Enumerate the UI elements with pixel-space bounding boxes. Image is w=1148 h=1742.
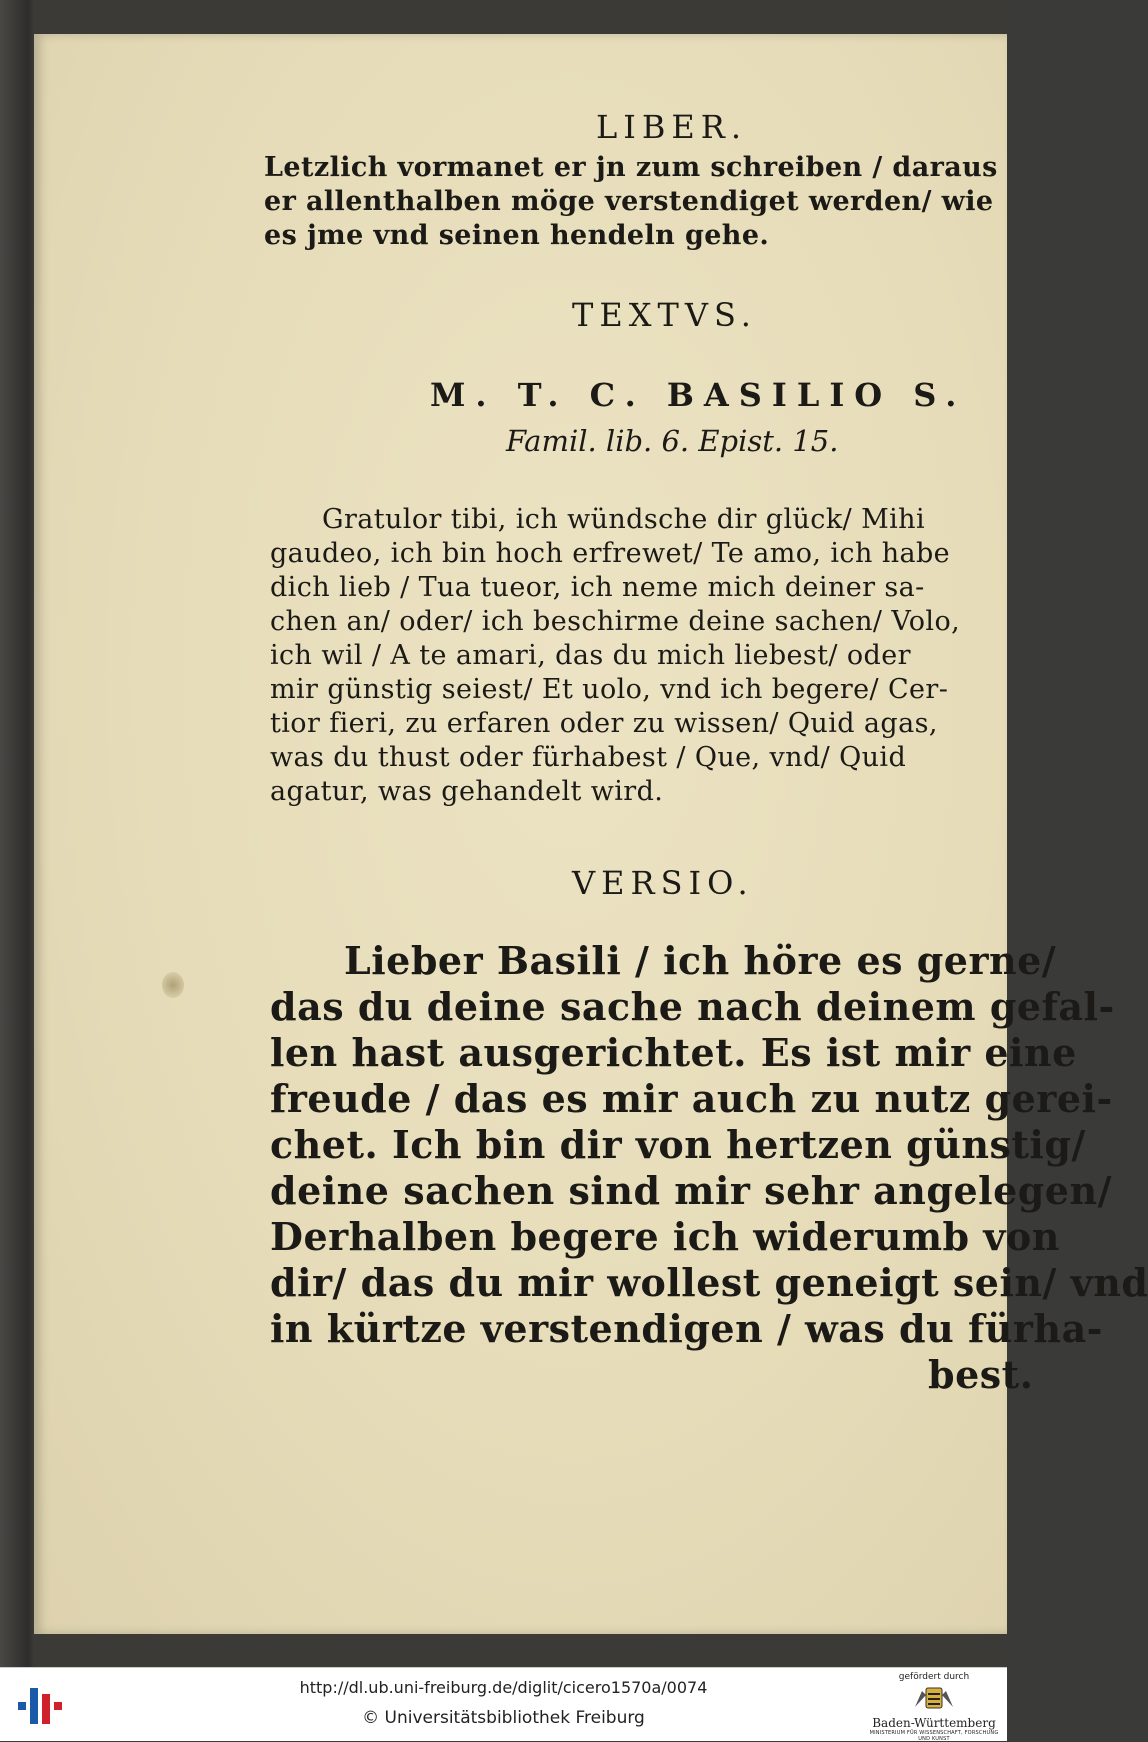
sponsor-badge[interactable]	[864, 1672, 1004, 1740]
versio-line-5: chet. Ich bin dir von hertzen günstig/	[270, 1122, 1086, 1167]
textus-heading: TEXTVS.	[572, 296, 757, 334]
viewer-footer	[0, 1667, 1007, 1741]
versio-line-9: in kürtze verstendigen / was du fürha-	[270, 1306, 1103, 1351]
intro-line-1: Letzlich vormanet er jn zum schreiben / daraus	[264, 152, 998, 183]
textus-line-3: dich lieb / Tua tueor, ich neme mich deiner sa-	[270, 572, 925, 603]
textus-line-1: Gratulor tibi, ich wündsche dir glück/ Mihi	[322, 504, 925, 535]
address-heading: M. T. C. BASILIO S.	[430, 376, 967, 414]
textus-line-5: ich wil / A te amari, das du mich liebest/ oder	[270, 640, 911, 671]
coat-of-arms-icon	[912, 1685, 956, 1711]
running-head: LIBER.	[596, 108, 748, 146]
sponsor-label: gefördert durch	[898, 1672, 970, 1682]
versio-heading: VERSIO.	[572, 864, 754, 902]
versio-line-1: Lieber Basili / ich höre es gerne/	[344, 938, 1057, 983]
copyright-text: © Universitätsbibliothek Freiburg	[362, 1708, 645, 1728]
intro-line-3: es jme vnd seinen hendeln gehe.	[264, 220, 770, 251]
textus-line-4: chen an/ oder/ ich beschirme deine sachen/ Volo,	[270, 606, 961, 637]
versio-line-4: freude / das es mir auch zu nutz gerei-	[270, 1076, 1113, 1121]
sponsor-state: Baden-Württemberg	[872, 1716, 996, 1730]
textus-line-8: was du thust oder fürhabest / Que, vnd/ Quid	[270, 742, 907, 773]
versio-line-10: best.	[928, 1352, 1034, 1397]
textus-line-6: mir günstig seiest/ Et uolo, vnd ich begere/ Cer-	[270, 674, 949, 705]
sponsor-ministry: MINISTERIUM FÜR WISSENSCHAFT, FORSCHUNG UND KUNST	[869, 1730, 999, 1742]
intro-line-2: er allenthalben möge verstendiget werden/ wie	[264, 186, 994, 217]
paper-stain	[162, 972, 184, 998]
textus-line-7: tior fieri, zu erfaren oder zu wissen/ Quid agas,	[270, 708, 938, 739]
textus-line-2: gaudeo, ich bin hoch erfrewet/ Te amo, ich habe	[270, 538, 951, 569]
versio-line-6: deine sachen sind mir sehr angelegen/	[270, 1168, 1112, 1213]
book-page	[34, 34, 1148, 1634]
versio-line-2: das du deine sache nach deinem gefal-	[270, 984, 1115, 1029]
citation: Famil. lib. 6. Epist. 15.	[506, 424, 839, 458]
versio-line-8: dir/ das du mir wollest geneigt sein/ vnd	[270, 1260, 1148, 1305]
page-url-link[interactable]: http://dl.ub.uni-freiburg.de/diglit/cicero1570a/0074	[299, 1678, 708, 1697]
versio-line-3: len hast ausgerichtet. Es ist mir eine	[270, 1030, 1077, 1075]
versio-line-7: Derhalben begere ich widerumb von	[270, 1214, 1060, 1259]
textus-line-9: agatur, was gehandelt wird.	[270, 776, 664, 807]
